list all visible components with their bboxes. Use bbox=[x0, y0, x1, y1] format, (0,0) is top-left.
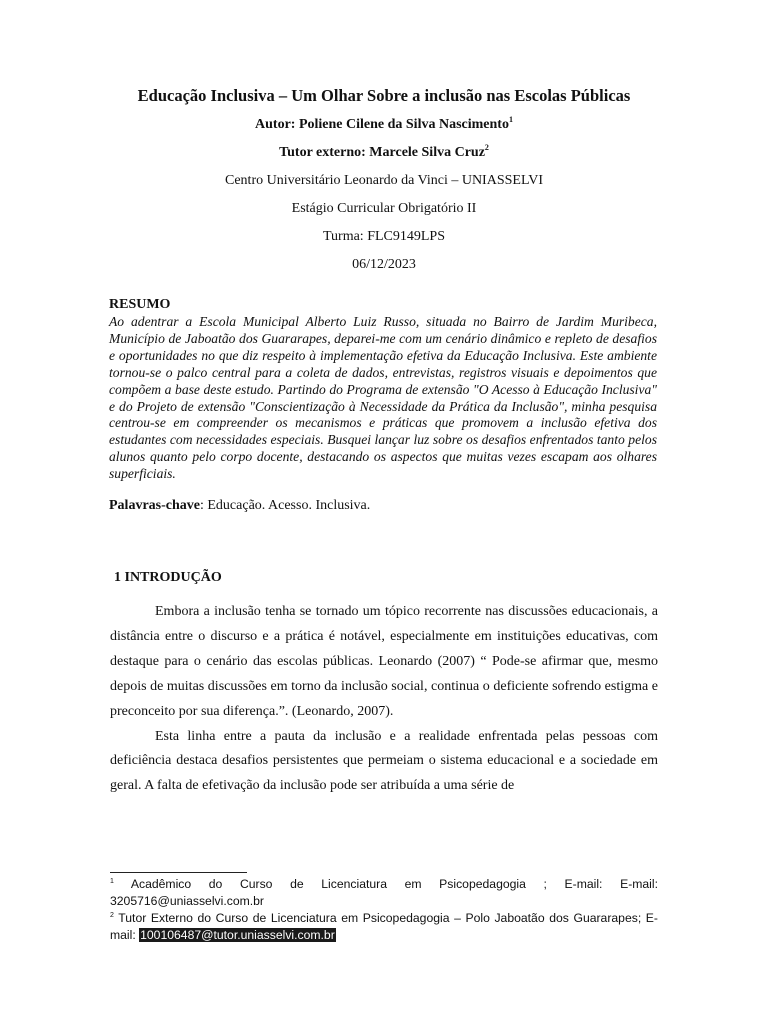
footnote-2-mark: 2 bbox=[110, 912, 114, 919]
footnote-1-mark: 1 bbox=[110, 878, 114, 885]
keywords-label: Palavras-chave bbox=[109, 498, 200, 513]
footnote-ref-1: 1 bbox=[508, 115, 513, 124]
institution-line: Centro Universitário Leonardo da Vinci – UNIASSELVI bbox=[225, 173, 543, 188]
internship-line: Estágio Curricular Obrigatório II bbox=[291, 201, 477, 216]
footnote-1 bbox=[110, 876, 658, 910]
footnote-2-email: 100106487@tutor.uniasselvi.com.br bbox=[140, 928, 335, 942]
tutor-line bbox=[0, 145, 768, 161]
author-line bbox=[0, 117, 768, 133]
section-body bbox=[110, 600, 658, 799]
keywords-line bbox=[109, 498, 370, 514]
abstract-heading: RESUMO bbox=[109, 297, 171, 312]
author-name: Autor: Poliene Cilene da Silva Nascimento bbox=[255, 117, 509, 132]
footnotes bbox=[110, 876, 658, 944]
footnote-ref-2: 2 bbox=[484, 143, 489, 152]
date-line: 06/12/2023 bbox=[352, 257, 416, 272]
body-paragraph-2: Esta linha entre a pauta da inclusão e a realidade enfrentada pelas pessoas com deficiência destaca desafios persistentes que permeiam o sistema educacional e a sociedade em geral. A falta de efetivação da inclusão pode ser atribuída a uma série de bbox=[110, 728, 658, 794]
section-heading: 1 INTRODUÇÃO bbox=[114, 570, 222, 585]
footnote-separator bbox=[110, 872, 247, 873]
tutor-name: Tutor externo: Marcele Silva Cruz bbox=[279, 145, 485, 160]
body-paragraph-1: Embora a inclusão tenha se tornado um tópico recorrente nas discussões educacionais, a distância entre o discurso e a prática é notável, especialmente em instituições educativas, com destaque para o cenário das escolas públicas. Leonardo (2007) “ Pode-se afirmar que, mesmo depois de muitas discussões em torno da inclusão social, continua o deficiente sofrendo estigma e preconceito por sua diferença.”. (Leonardo, 2007). bbox=[110, 604, 658, 719]
document-title: Educação Inclusiva – Um Olhar Sobre a inclusão nas Escolas Públicas bbox=[137, 86, 631, 105]
abstract-text: Ao adentrar a Escola Municipal Alberto Luiz Russo, situada no Bairro de Jardim Muribeca, Município de Jaboatão dos Guararapes, deparei-me com um cenário dinâmico e repleto de desafios e oportunidades no que diz respeito à implementação efetiva da Educação Inclusiva. Este ambiente tornou-se o palco central para a coleta de dados, entrevistas, registros visuais e depoimentos que compõem a base deste estudo. Partindo do Programa de extensão "O Acesso à Educação Inclusiva" e do Projeto de extensão "Conscientização à Necessidade da Prática da Inclusão", minha pesquisa centrou-se em compreender os mecanismos e práticas que promovem a inclusão efetiva dos estudantes com necessidades especiais. Busquei lançar luz sobre os desafios enfrentados tanto pelos alunos quanto pelo corpo docente, destacando os aspectos que muitas vezes escapam aos olhares superficiais. bbox=[109, 314, 657, 482]
class-line: Turma: FLC9149LPS bbox=[322, 229, 445, 244]
footnote-2-text: Tutor Externo do Curso de Licenciatura em Psicopedagogia – Polo Jaboatão dos Guararapes; E-mail: bbox=[110, 911, 658, 942]
footnote-1-text: Acadêmico do Curso de Licenciatura em Psicopedagogia ; E-mail: E-mail: 3205716@uniasselvi.com.br bbox=[110, 877, 658, 908]
footnote-2 bbox=[110, 910, 658, 944]
keywords-values: : Educação. Acesso. Inclusiva. bbox=[199, 498, 371, 513]
